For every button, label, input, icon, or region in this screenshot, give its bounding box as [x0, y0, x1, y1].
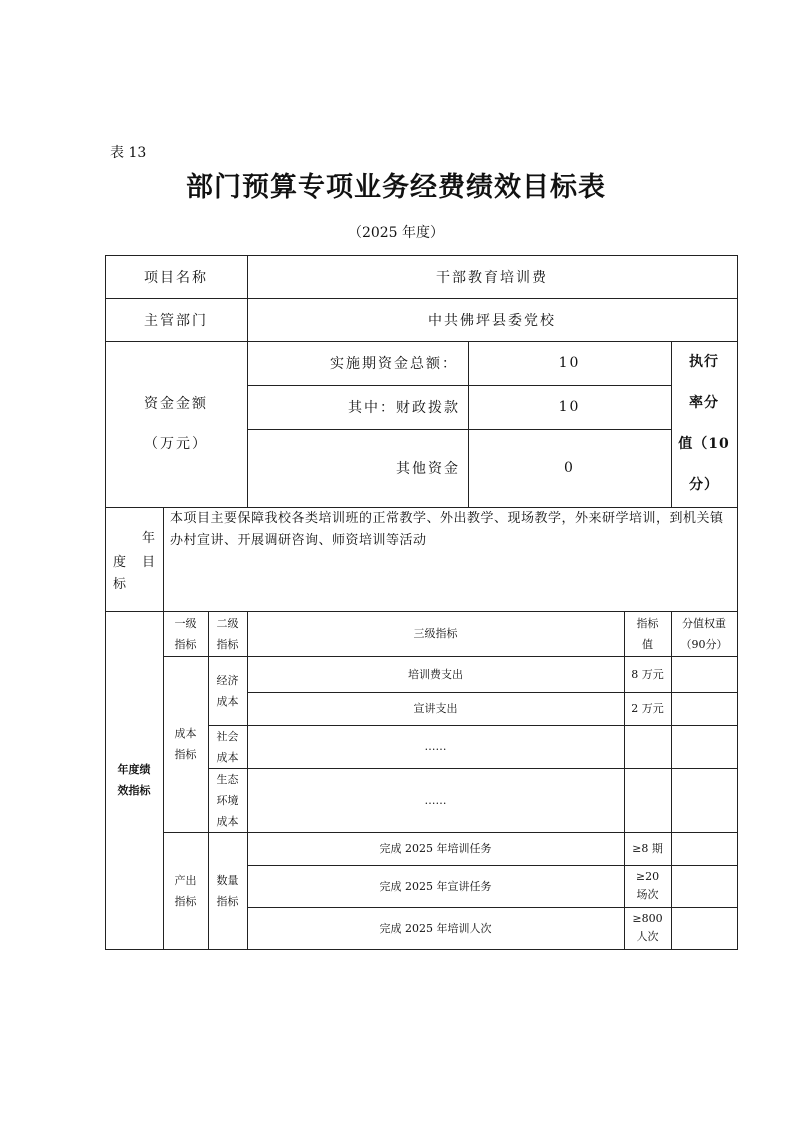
level2-header	[208, 611, 247, 656]
other-funds-label: 其他资金	[396, 461, 460, 477]
year-subtitle: （2025 年度）	[347, 225, 445, 241]
value-line-1: ≥20	[635, 870, 660, 883]
other-funds-value: 0	[564, 460, 575, 476]
level2-h1: 二级	[216, 616, 239, 630]
value-header	[624, 611, 671, 656]
exec-line-1: 执行	[689, 354, 719, 370]
table-row-value: ≥8 期	[632, 842, 663, 855]
weight-h1: 分值权重	[682, 616, 726, 630]
goal-char-4: 标	[113, 577, 127, 592]
perf-line-2: 效指标	[117, 784, 151, 797]
table-row-indicator: 宣讲支出	[413, 702, 458, 715]
department-value: 中共佛坪县委党校	[428, 312, 556, 329]
eco-2: 环境	[216, 793, 239, 807]
econ-2: 成本	[216, 694, 239, 708]
eco-3: 成本	[216, 814, 239, 828]
exec-line-4: 分）	[689, 477, 719, 493]
eco-1: 生态	[216, 772, 239, 786]
value-h1: 指标	[636, 616, 659, 630]
funds-label-line-1: 资金金额	[144, 396, 208, 412]
perf-line-1: 年度绩	[117, 763, 151, 776]
social-2: 成本	[216, 750, 239, 764]
total-funds-label: 实施期资金总额：	[330, 356, 458, 372]
execution-score-label	[671, 341, 737, 507]
quantity-indicator	[208, 832, 247, 949]
output-indicator-group	[163, 832, 208, 949]
table-row-indicator: ……	[424, 740, 447, 753]
weight-header	[671, 611, 737, 656]
qty-2: 指标	[216, 894, 239, 908]
eco-environment-cost	[208, 768, 247, 832]
table-row-indicator: 完成 2025 年培训人次	[379, 921, 492, 935]
econ-1: 经济	[216, 673, 239, 687]
table-row-indicator: 完成 2025 年宣讲任务	[379, 879, 492, 893]
exec-line-3: 值（10	[678, 436, 730, 452]
goal-char-1: 年	[142, 531, 156, 546]
table-row-value	[624, 865, 671, 907]
table-row-value: 8 万元	[631, 667, 664, 681]
level2-h2: 指标	[216, 637, 239, 651]
economic-cost	[208, 656, 247, 725]
table-row-indicator: ……	[424, 793, 447, 807]
value-line-1: ≥800	[632, 912, 663, 925]
qty-1: 数量	[216, 873, 239, 887]
table-row-value: 2 万元	[631, 702, 664, 715]
cost-indicator-group	[163, 656, 208, 832]
level1-header	[163, 611, 208, 656]
project-name-label: 项目名称	[144, 269, 208, 286]
total-funds-value: 10	[558, 355, 581, 371]
social-cost	[208, 725, 247, 768]
table-row-value	[624, 907, 671, 949]
cost-g1: 成本	[174, 727, 197, 740]
annual-goal-label	[105, 507, 163, 611]
social-1: 社会	[216, 729, 239, 743]
value-h2: 值	[642, 637, 653, 651]
fiscal-funds-label: 其中：财政拨款	[348, 400, 460, 416]
table-row-indicator: 培训费支出	[408, 667, 463, 681]
level1-h2: 指标	[174, 637, 197, 651]
weight-h2: （90分）	[680, 637, 728, 651]
goal-char-3: 目	[142, 555, 156, 570]
value-line-2: 场次	[636, 888, 659, 901]
level3-header: 三级指标	[413, 627, 458, 640]
funds-label-line-2: （万元）	[144, 436, 208, 452]
project-name-value: 干部教育培训费	[436, 269, 548, 286]
funds-amount-label	[105, 341, 247, 507]
fiscal-funds-value: 10	[558, 399, 581, 415]
goal-char-2: 度	[113, 555, 127, 570]
output-g2: 指标	[174, 894, 197, 908]
page-title: 部门预算专项业务经费绩效目标表	[186, 172, 606, 203]
table-row-indicator: 完成 2025 年培训任务	[379, 842, 492, 855]
cost-g2: 指标	[174, 748, 197, 761]
value-line-2: 人次	[636, 930, 659, 943]
annual-goal-text: 本项目主要保障我校各类培训班的正常教学、外出教学、现场教学，外来研学培训，到机关镇办村宣讲、开展调研咨询、师资培训等活动	[170, 511, 724, 548]
table-number-label: 表 13	[110, 145, 147, 161]
output-g1: 产出	[174, 873, 197, 887]
department-label: 主管部门	[144, 312, 208, 329]
exec-line-2: 率分	[689, 395, 719, 411]
level1-h1: 一级	[174, 616, 197, 630]
annual-perf-label	[105, 611, 163, 949]
